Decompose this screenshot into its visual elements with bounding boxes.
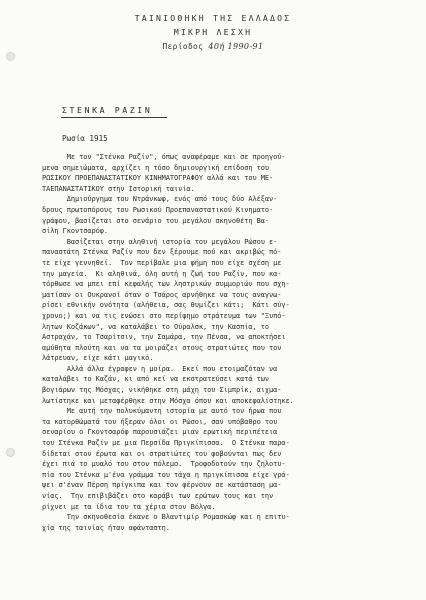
period-label: Περίοδος xyxy=(162,42,204,51)
body-line: Την σκηνοθεσία έκανε ο Βλαντιμίρ Ρομασκώφ και η επιτυ- xyxy=(42,513,290,522)
body-line: γράφου, βασίζεται στο σενάριο του μεγάλου σκηνοθέτη Βα- xyxy=(42,216,269,225)
film-origin: Ρωσία 1915 xyxy=(62,134,108,143)
body-line: Βασίζεται στην αληθινή ιστορία του μεγάλου Ρώσου ε- xyxy=(42,237,278,246)
body-line: τε είχε γεννηθεί. Τον περίβαλε μια φήμη που είχε σχέση με xyxy=(42,258,282,267)
body-line: νίας. Την επιβιβάζει στο καράβι των ερώτων τους και την xyxy=(42,492,274,500)
club-title: ΜΙΚΡΗ ΛΕΣΧΗ xyxy=(173,27,253,37)
punch-hole xyxy=(6,52,15,61)
body-line: χρονο;) και να τις ενώσει στο περίφημο στράτευμα των "Ξυπό- xyxy=(42,311,286,320)
body-line: Με τον "Στένκα Ραζίν", όπως αναφέραμε και σε προηγού- xyxy=(42,153,286,161)
body-line: Αλλά άλλα έγραφεν η μοίρα. Εκεί που ετοιμαζόταν να xyxy=(42,364,278,373)
body-line: παναστάτη Στένκα Ραζίν που δεν ξέρουμε πού και ακριβώς πό- xyxy=(42,248,282,257)
body-line: ΡΩΣΙΚΟΥ ΠΡΟΕΠΑΝΑΣΤΑΤΙΚΟΥ ΚΙΝΗΜΑΤΟΓΡΑΦΟΥ αλλά και του ΜΕ- xyxy=(42,174,274,183)
title-underline xyxy=(61,117,167,118)
period-line xyxy=(0,42,426,51)
body-line: λωτίστηκε και μεταφέρθηκε στην Μόσχα όπου και αποκεφαλίστηκε. xyxy=(42,396,294,405)
body-line: πία του Στένκα μ'ένα γράμμα του τάχα η πριγκίπισσα είχε γρά- xyxy=(42,470,290,479)
punch-hole xyxy=(6,448,15,457)
body-text xyxy=(42,152,402,533)
body-line: Αστραχάν, το Τσαρίτσιν, την Σαμάρα, την Πένσα, να αποκτήσει xyxy=(42,333,286,342)
body-line: ματίσαν οι Ουκρανοί όταν ο Τσάρος αρνήθηκε να τους αναγνω- xyxy=(42,290,282,299)
film-title: ΣΤΕΝΚΑ ΡΑΖΙΝ xyxy=(62,105,153,115)
body-line: ρίχνει με τα ίδια του τα χέρια στον Βόλγα. xyxy=(42,502,216,511)
body-line: σεναρίου ο Γκοντσαρόφ παρουσιάζει μιαν ερωτική περιπέτεια xyxy=(42,428,278,437)
body-line: καταλάβει το Καζάν, κι από κεί να εκστρατεύσει κατά των xyxy=(42,375,269,384)
body-line: Με αυτή την πολυκύμαντη ιστορία με αυτό τον ήρωα που xyxy=(42,407,282,416)
body-line: αμύθητα πλούτη και να τα μοιράζει στους στρατιώτες που τον xyxy=(42,343,282,352)
archive-title: ΤΑΙΝΙΟΘΗΚΗ ΤΗΣ ΕΛΛΑΔΟΣ xyxy=(134,13,292,23)
body-line: την μαγεία. Κι αληθινά, όλη αυτή η ζωή του Ραζίν, που κα- xyxy=(42,269,282,278)
body-line: ρίσει εθνικήν ονότητα (αλήθεια, σας θυμίζει κάτι; Κάτι σύγ- xyxy=(42,301,290,310)
body-line: Δημιούργημα του Ντράνκωφ, ενός από τους δύο Αλέξαν- xyxy=(42,195,278,204)
body-line: ΤΑΕΠΑΝΑΣΤΑΤΙΚΟΥ στην Ιστορική ταινία. xyxy=(42,184,195,193)
period-value: 40ή 1990-91 xyxy=(208,42,264,51)
body-line: σίλη Γκοντσαρόφ. xyxy=(42,227,109,236)
body-line: χία της ταινίας ήταν αφάνταστη. xyxy=(42,523,170,532)
body-line: του Στένκα Ραζίν με μια Περσίδα Πριγκίπισσα. Ο Στένκα παρα- xyxy=(42,439,290,448)
body-line: έχει πιά το μυαλό του στον πόλεμο. Τροφοδοτούν την ζηλοτυ- xyxy=(42,460,286,469)
body-line: ψει σ'έναν Πέρση πρίγκιπα και τον φέρνουν σε κατάσταση μα- xyxy=(42,481,282,490)
body-line: λάτρευαν, είχε κάτι μαγικό. xyxy=(42,354,154,363)
body-line: τα κατορθώματά του ήξεραν όλοι οι Ρώσοι, σαν υπόβαθρο του xyxy=(42,417,278,426)
body-line: μενα σημειώματα, αρχίζει η τόσο δημιουργική επίδοση του xyxy=(42,163,269,172)
body-line: τόρθωσε να μπει επί κεφαλής των ληστρικών συμμοριών που σχη- xyxy=(42,280,290,289)
body-line: δρους πρωτοπόρους του Ρωσικού Προεπαναστατικού Κινηματο- xyxy=(42,205,274,214)
body-line: δίδεται στον έρωτα και οι στρατιώτες του φοβούνται πως δεν xyxy=(42,449,282,458)
body-line: λητων Κοζάκων", να καταλάβει το Ούραλσκ, την Κασπία, το xyxy=(42,322,269,331)
body-line: βογιάρων της Μόσχας, νικήθηκε στη μάχη του Σιμπρίκ, αιχμα- xyxy=(42,386,282,395)
